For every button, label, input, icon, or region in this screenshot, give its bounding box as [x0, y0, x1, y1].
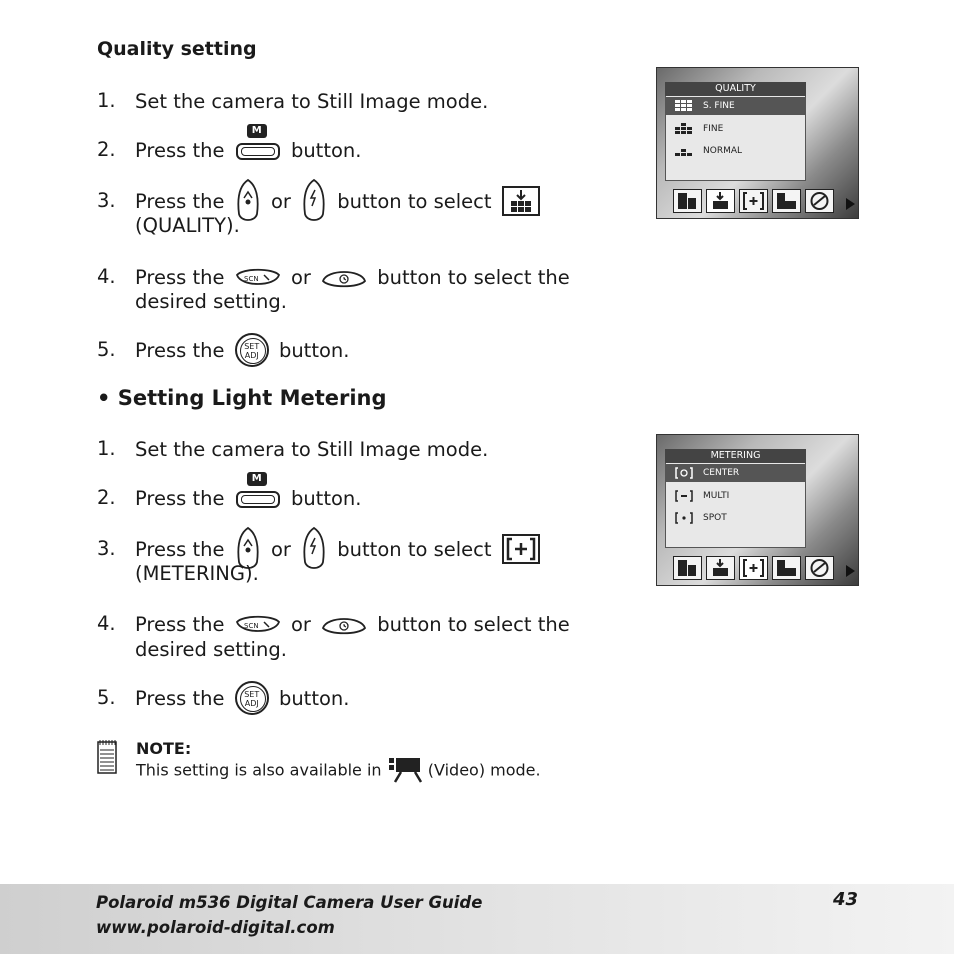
step-text: Press the [135, 189, 225, 213]
menu-button-label: M [247, 472, 267, 486]
lcd-bar-metering-icon [739, 556, 768, 580]
step-text: Press the [135, 338, 225, 362]
metering-step-5 [97, 681, 349, 715]
lcd-bar-image-icon [772, 189, 801, 213]
quality-step-5 [97, 333, 349, 367]
notepad-icon [96, 739, 118, 775]
step-number: 5. [97, 685, 116, 709]
lcd-option-multi [666, 487, 805, 505]
step-number: 3. [97, 188, 116, 212]
footer-title: Polaroid m536 Digital Camera User Guide [96, 893, 483, 912]
metering-icon [502, 534, 540, 564]
note-title: NOTE: [136, 739, 192, 758]
step-number: 3. [97, 536, 116, 560]
lcd-bar-image-icon [772, 556, 801, 580]
timer-button-icon [321, 614, 367, 636]
adj-label: ADJ [244, 699, 259, 708]
lcd-icon-bar [673, 556, 834, 582]
metering-step-2 [97, 472, 362, 511]
step-number: 5. [97, 337, 116, 361]
step-text: or [290, 613, 311, 636]
step-text: button. [278, 338, 350, 362]
scn-label: SCN [243, 621, 259, 630]
spot-metering-icon [674, 512, 694, 524]
right-arrow-button-icon [301, 526, 327, 572]
step-number: 4. [97, 265, 116, 288]
scene-button-icon [235, 267, 281, 289]
metering-step-4 [97, 611, 570, 637]
lcd-option-label: MULTI [703, 491, 730, 501]
note-text-post: (Video) mode. [427, 760, 541, 780]
scn-label: SCN [243, 274, 259, 283]
lcd-menu-title: METERING [665, 449, 806, 463]
lcd-next-arrow-icon [846, 198, 855, 210]
step-text: Press the [135, 686, 225, 710]
note-text-pre: This setting is also available in [136, 760, 382, 780]
step-text: Press the [135, 613, 225, 636]
quality-step-4-line2: desired setting. [135, 290, 287, 313]
lcd-option-label: NORMAL [703, 146, 743, 156]
normal-icon [674, 145, 694, 157]
metering-heading: • Setting Light Metering [97, 386, 387, 410]
footer-url[interactable]: www.polaroid-digital.com [96, 918, 335, 937]
lcd-bar-metering-icon [739, 189, 768, 213]
quality-step-1 [97, 88, 488, 114]
step-text: button to select the [377, 613, 570, 636]
lcd-bar-color-icon [805, 189, 834, 213]
center-metering-icon [674, 467, 694, 479]
metering-lcd-screenshot [656, 434, 859, 586]
lcd-bar-size-icon [673, 556, 702, 580]
quality-lcd-screenshot [656, 67, 859, 219]
lcd-option-fine [666, 120, 805, 138]
scene-button-icon [235, 614, 281, 636]
step-number: 4. [97, 612, 116, 635]
step-text: button. [290, 487, 362, 510]
lcd-option-center [666, 464, 805, 482]
lcd-option-label: S. FINE [703, 101, 735, 111]
lcd-option-label: SPOT [703, 513, 727, 523]
page-number: 43 [833, 889, 859, 910]
timer-button-icon [321, 267, 367, 289]
lcd-option-spot [666, 509, 805, 527]
metering-step-4-line2: desired setting. [135, 638, 287, 661]
menu-button-label: M [247, 124, 267, 138]
video-mode-icon [387, 757, 423, 783]
lcd-icon-bar [673, 189, 834, 215]
adj-label: ADJ [244, 351, 259, 360]
step-number: 2. [97, 486, 116, 509]
step-number: 1. [97, 437, 116, 460]
step-number: 2. [97, 138, 116, 161]
step-text: button to select [337, 537, 492, 561]
lcd-option-normal [666, 142, 805, 160]
set-button-icon [235, 333, 269, 367]
lcd-bar-quality-icon [706, 189, 735, 213]
lcd-bar-quality-icon [706, 556, 735, 580]
step-text: Press the [135, 266, 225, 289]
menu-button-icon [235, 124, 281, 162]
note-text [136, 757, 541, 783]
quality-icon [502, 186, 540, 216]
right-arrow-button-icon [301, 178, 327, 224]
step-text: or [290, 266, 311, 289]
multi-metering-icon [674, 490, 694, 502]
step-text: or [270, 189, 291, 213]
step-text: Press the [135, 487, 225, 510]
set-label: SET [244, 342, 260, 351]
quality-step-4 [97, 264, 570, 290]
step-text: Set the camera to Still Image mode. [135, 90, 489, 113]
lcd-option-label: CENTER [703, 468, 740, 478]
step-text: button. [290, 139, 362, 162]
fine-icon [674, 123, 694, 135]
metering-step-3-line2: (METERING). [135, 562, 259, 585]
step-text: Press the [135, 537, 225, 561]
step-text: or [270, 537, 291, 561]
menu-button-icon [235, 472, 281, 510]
quality-step-2 [97, 124, 362, 163]
lcd-menu-title: QUALITY [665, 82, 806, 96]
lcd-next-arrow-icon [846, 565, 855, 577]
metering-step-1 [97, 436, 488, 462]
quality-step-3-line2: (QUALITY). [135, 214, 240, 237]
quality-heading: Quality setting [97, 38, 257, 60]
step-text: button to select [337, 189, 492, 213]
lcd-bar-color-icon [805, 556, 834, 580]
step-text: Set the camera to Still Image mode. [135, 438, 489, 461]
step-text: Press the [135, 139, 225, 162]
set-label: SET [244, 690, 260, 699]
lcd-option-label: FINE [703, 124, 724, 134]
step-text: button. [278, 686, 350, 710]
step-text: button to select the [377, 266, 570, 289]
lcd-bar-size-icon [673, 189, 702, 213]
set-button-icon [235, 681, 269, 715]
step-number: 1. [97, 89, 116, 112]
sfine-icon [674, 100, 694, 112]
lcd-option-sfine [666, 97, 805, 115]
